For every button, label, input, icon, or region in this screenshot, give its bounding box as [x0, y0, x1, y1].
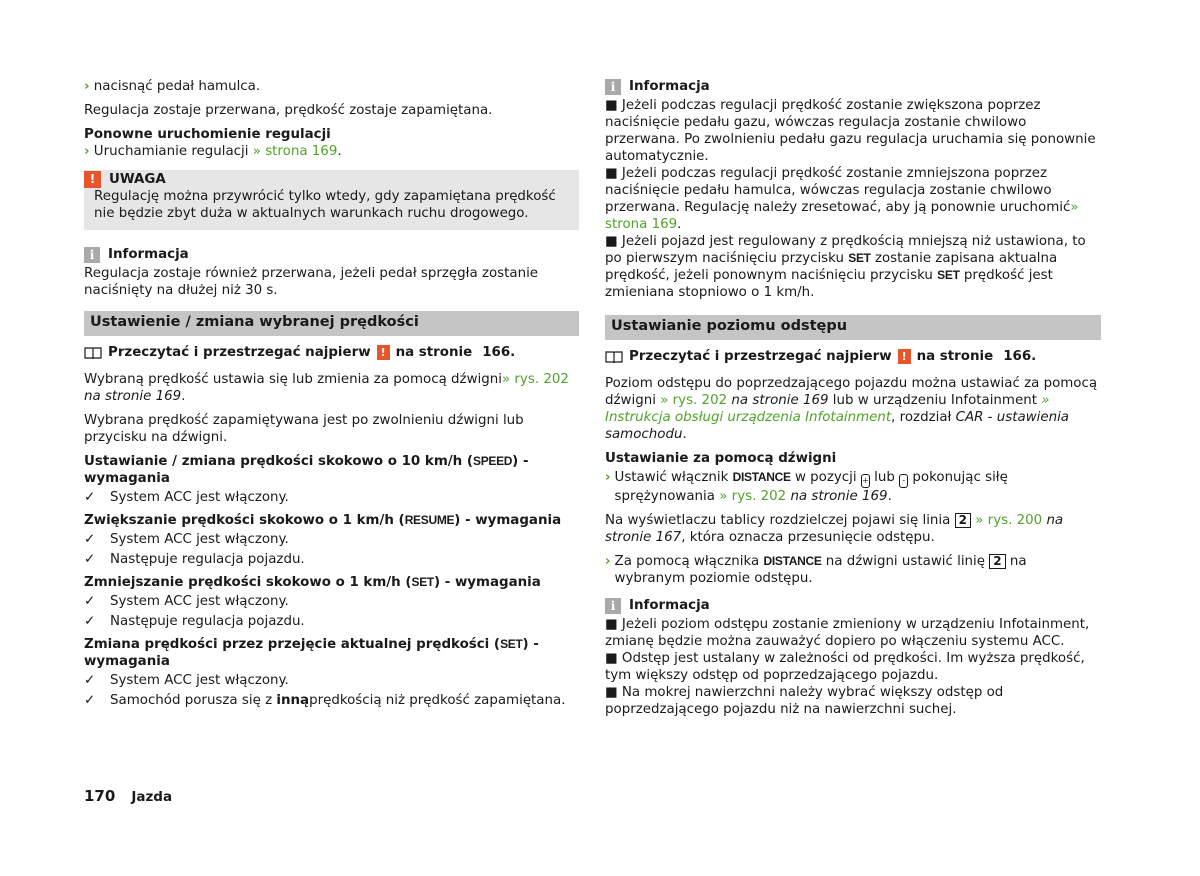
info-icon: i	[84, 247, 100, 263]
info-header	[605, 597, 1101, 614]
list-item: ✓ System ACC jest włączony.	[84, 532, 289, 547]
requirements-head-2: Zwiększanie prędkości skokowo o 1 km/h (RESUME) - wymagania	[84, 513, 562, 528]
info-icon: i	[605, 79, 621, 95]
check-icon: ✓	[84, 693, 96, 708]
warning-icon: !	[898, 349, 911, 364]
step-press-brake: › nacisnąć pedał hamulca.	[84, 79, 261, 94]
paragraph-distance: Poziom odstępu do poprzedzającego pojazdu można ustawiać za pomocą dźwigni » rys. 202 na stronie 169 lub w urządzeniu Infotainment » Instrukcja obsługi urządzenia Infotainment, rozdział CAR - ustawienia samochodu.	[605, 376, 1098, 442]
requirements-head-3: Zmniejszanie prędkości skokowo o 1 km/h (SET) - wymagania	[84, 575, 541, 590]
step-restart: › Uruchamianie regulacji » strona 169.	[84, 144, 342, 159]
set-key: SET	[937, 268, 960, 282]
info-title: Informacja	[629, 598, 710, 613]
section-title-distance: Ustawianie poziomu odstępu	[605, 315, 1101, 340]
speed-key: SPEED	[472, 454, 513, 468]
manual-link[interactable]: » Instrukcja obsługi urządzenia Infotainment	[605, 393, 1050, 425]
info-bullet: ■ Jeżeli podczas regulacji prędkość zostanie zmniejszona poprzez naciśnięcie pedału hamulca, wówczas regulacja zostanie chwilowo przerwana. Regulację należy zresetować, aby ją ponownie uruchomić» strona 169.	[605, 166, 1079, 232]
check-icon: ✓	[84, 594, 96, 609]
list-item: ✓ Samochód porusza się z innąprędkością niż prędkość zapamiętana.	[84, 693, 566, 708]
subheading-lever: Ustawianie za pomocą dźwigni	[605, 451, 837, 466]
warning-text: Regulację można przywrócić tylko wtedy, gdy zapamiętana prędkość nie będzie zbyt duża w aktualnych warunkach ruchu drogowego.	[94, 189, 556, 221]
warning-box	[84, 170, 579, 230]
set-key: SET	[411, 575, 434, 589]
subheading-restart: Ponowne uruchomienie regulacji	[84, 127, 331, 142]
figure-link[interactable]: » rys. 200	[975, 513, 1043, 528]
step-set-switch: › Ustawić włącznik DISTANCE w pozycji + lub - pokonując siłę sprężynowania » rys. 202 na stronie 169.	[605, 470, 1008, 504]
chapter-name: Jazda	[131, 789, 173, 805]
list-item: ✓ Następuje regulacja pojazdu.	[84, 552, 305, 567]
figure-link[interactable]: » rys. 202	[660, 393, 728, 408]
paragraph-set: Wybraną prędkość ustawia się lub zmienia za pomocą dźwigni» rys. 202 na stronie 169.	[84, 372, 569, 404]
check-icon: ✓	[84, 673, 96, 688]
warning-title: UWAGA	[109, 171, 166, 187]
page-link[interactable]: » strona 169	[252, 144, 338, 159]
minus-key-icon: -	[899, 474, 908, 488]
book-icon	[605, 350, 623, 364]
set-key: SET	[848, 251, 871, 265]
resume-key: RESUME	[404, 513, 455, 527]
paragraph-display: Na wyświetlaczu tablicy rozdzielczej pojawi się linia 2 » rys. 200 na stronie 167, która oznacza przesunięcie odstępu.	[605, 513, 1064, 545]
check-icon: ✓	[84, 614, 96, 629]
book-icon	[84, 346, 102, 360]
info-icon: i	[605, 598, 621, 614]
page-link[interactable]: » strona 169	[605, 200, 1079, 232]
paragraph-stored: Wybrana prędkość zapamiętywana jest po zwolnieniu dźwigni lub przycisku na dźwigni.	[84, 413, 524, 445]
list-item: ✓ System ACC jest włączony.	[84, 673, 289, 688]
figure-link[interactable]: » rys. 202	[501, 372, 569, 387]
info-bullet: ■ Jeżeli podczas regulacji prędkość zostanie zwiększona poprzez naciśnięcie pedału gazu, wówczas regulacja zostanie chwilowo przerwana. Po zwolnieniu pedału gazu regulacja uruchamia się ponownie automatycznie.	[605, 98, 1096, 164]
check-icon: ✓	[84, 532, 96, 547]
figure-link[interactable]: » rys. 202	[719, 489, 787, 504]
paragraph: Regulacja zostaje przerwana, prędkość zostaje zapamiętana.	[84, 103, 493, 118]
check-icon: ✓	[84, 552, 96, 567]
set-key: SET	[500, 637, 523, 651]
read-first-note: Przeczytać i przestrzegać najpierw ! na stronie 166.	[84, 344, 579, 361]
warning-icon: !	[377, 345, 390, 360]
distance-key: DISTANCE	[732, 470, 791, 484]
warning-icon: !	[84, 171, 101, 188]
arrow-icon: ›	[605, 554, 611, 569]
line-number-badge: 2	[955, 513, 971, 528]
read-first-note: Przeczytać i przestrzegać najpierw ! na stronie 166.	[605, 348, 1101, 365]
list-item: ✓ System ACC jest włączony.	[84, 594, 289, 609]
requirements-head-1: Ustawianie / zmiana prędkości skokowo o 10 km/h (SPEED) - wymagania	[84, 454, 529, 486]
list-item: ✓ Następuje regulacja pojazdu.	[84, 614, 305, 629]
page-footer	[84, 788, 172, 806]
info-text: Regulacja zostaje również przerwana, jeżeli pedał sprzęgła zostanie naciśnięty na dłużej niż 30 s.	[84, 266, 539, 298]
line-number-badge: 2	[989, 554, 1005, 569]
arrow-icon: ›	[605, 470, 611, 485]
list-item: ✓ System ACC jest włączony.	[84, 490, 289, 505]
check-icon: ✓	[84, 490, 96, 505]
info-header	[605, 78, 1101, 95]
left-column	[84, 78, 579, 712]
page-number: 170	[84, 787, 116, 805]
info-bullet: ■ Jeżeli pojazd jest regulowany z prędkością mniejszą niż ustawiona, to po pierwszym naciśnięciu przycisku SET zostanie zapisana aktualna prędkość, jeżeli ponownym naciśnięciu przycisku SET prędkość jest zmieniana stopniowo o 1 km/h.	[605, 234, 1086, 300]
warning-header	[84, 170, 569, 188]
distance-key: DISTANCE	[763, 554, 822, 568]
info-bullet: ■ Jeżeli poziom odstępu zostanie zmieniony w urządzeniu Infotainment, zmianę będzie można zauważyć dopiero po włączeniu systemu ACC.	[605, 617, 1090, 649]
requirements-head-4: Zmiana prędkości przez przejęcie aktualnej prędkości (SET) - wymagania	[84, 637, 539, 669]
info-bullet: ■ Na mokrej nawierzchni należy wybrać większy odstęp od poprzedzającego pojazdu niż na nawierzchni suchej.	[605, 685, 1004, 717]
arrow-icon: ›	[84, 79, 90, 94]
info-title: Informacja	[629, 79, 710, 94]
section-title-speed: Ustawienie / zmiana wybranej prędkości	[84, 311, 579, 336]
info-header	[84, 246, 579, 263]
right-column	[605, 78, 1101, 718]
plus-key-icon: +	[861, 474, 870, 488]
info-bullet: ■ Odstęp jest ustalany w zależności od prędkości. Im wyższa prędkość, tym większy odstęp od poprzedzającego pojazdu.	[605, 651, 1085, 683]
step-set-line: › Za pomocą włącznika DISTANCE na dźwigni ustawić linię 2 na wybranym poziomie odstępu.	[605, 554, 1027, 586]
info-title: Informacja	[108, 247, 189, 262]
arrow-icon: ›	[84, 144, 90, 159]
